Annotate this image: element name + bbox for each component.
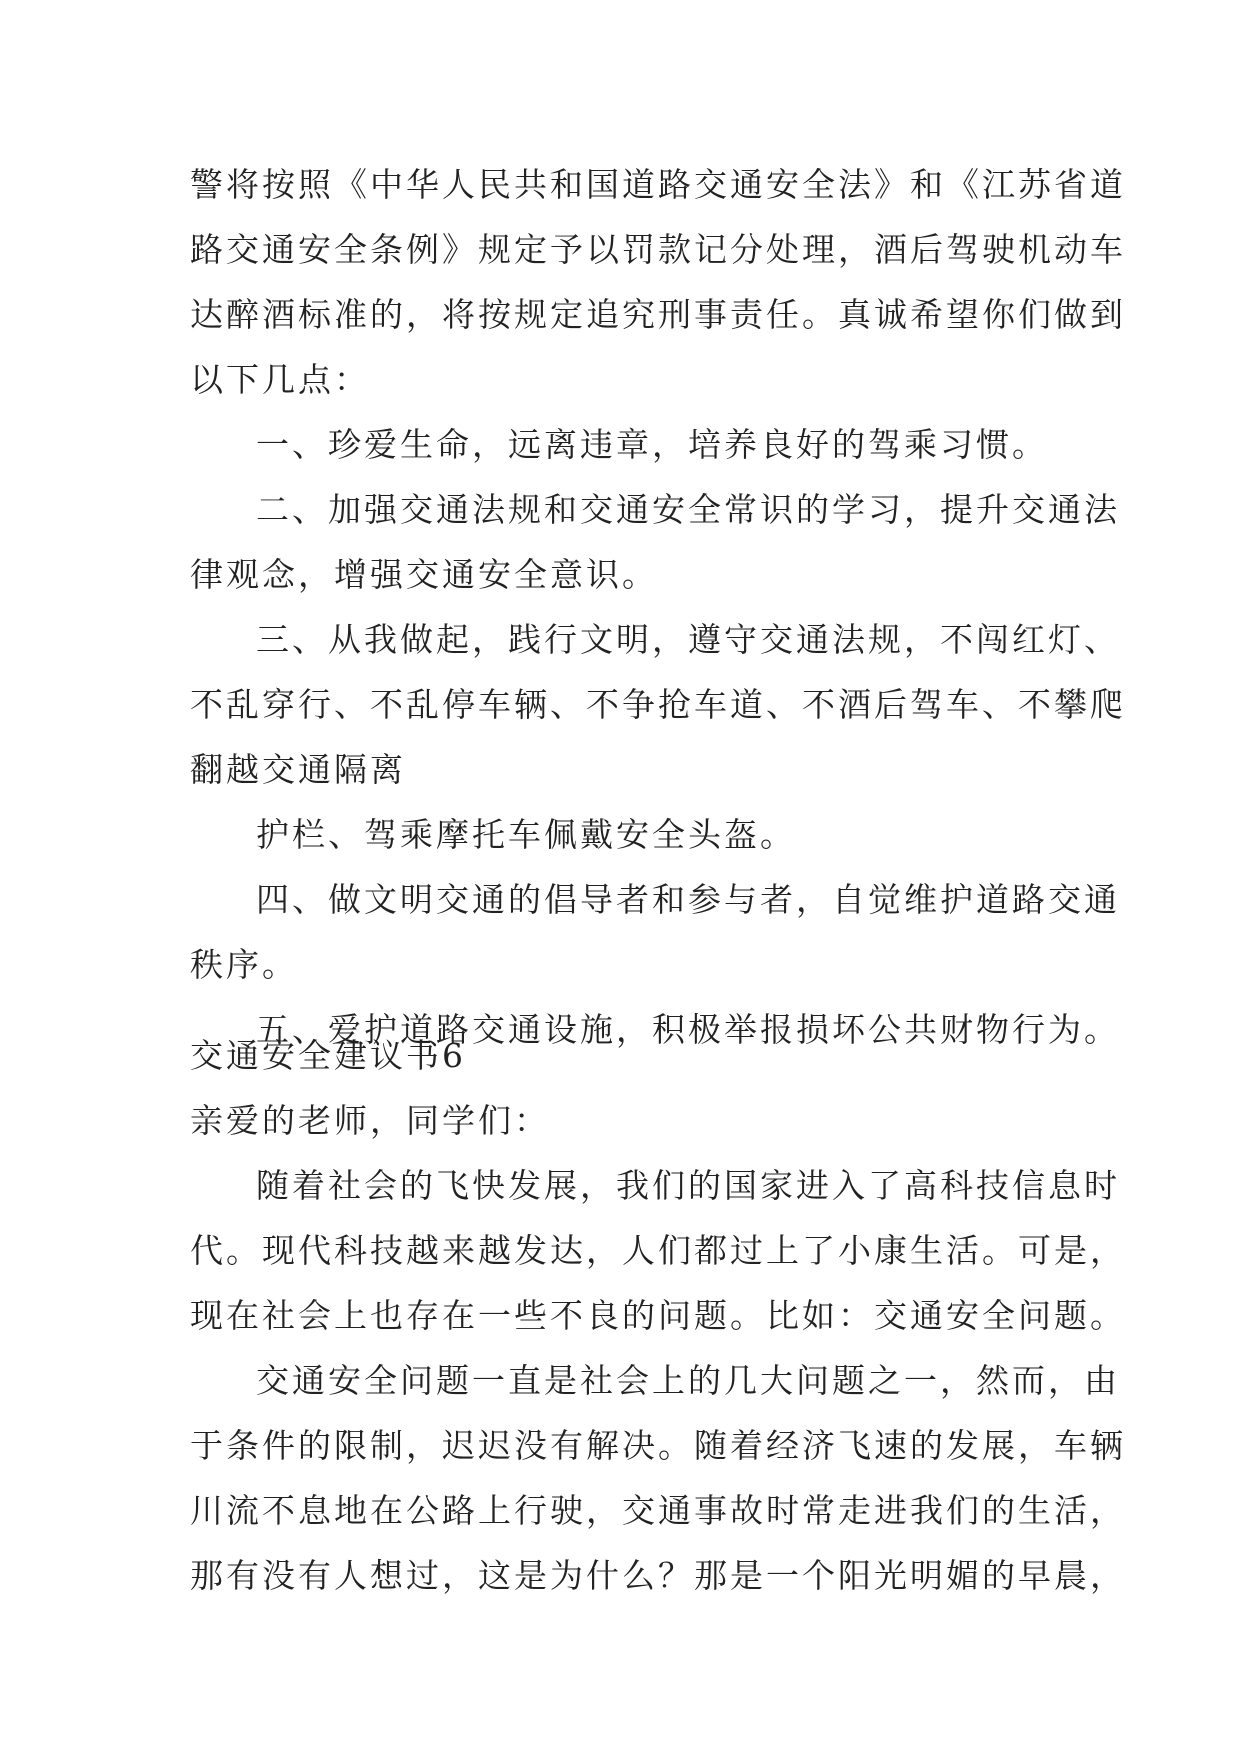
text-line: 不乱穿行、不乱停车辆、不争抢车道、不酒后驾车、不攀爬 xyxy=(190,685,1126,724)
paragraph-line: 于条件的限制，迟迟没有解决。随着经济飞速的发展，车辆 xyxy=(190,1426,1126,1465)
list-item-3: 三、从我做起，践行文明，遵守交通法规，不闯红灯、 xyxy=(256,620,1120,659)
text-line: 律观念，增强交通安全意识。 xyxy=(190,555,658,594)
paragraph-line: 交通安全问题一直是社会上的几大问题之一，然而，由 xyxy=(256,1361,1120,1400)
paragraph-line: 代。现代科技越来越发达，人们都过上了小康生活。可是， xyxy=(190,1231,1126,1270)
text-block-proposal-continuation xyxy=(190,152,1126,1062)
text-line: 路交通安全条例》规定予以罚款记分处理，酒后驾驶机动车 xyxy=(190,230,1126,269)
text-line: 以下几点： xyxy=(190,360,370,399)
list-item-2: 二、加强交通法规和交通安全常识的学习，提升交通法 xyxy=(256,490,1120,529)
text-line: 警将按照《中华人民共和国道路交通安全法》和《江苏省道 xyxy=(190,165,1126,204)
list-item-1: 一、珍爱生命，远离违章，培养良好的驾乘习惯。 xyxy=(256,425,1048,464)
text-line: 护栏、驾乘摩托车佩戴安全头盔。 xyxy=(256,815,796,854)
text-line: 秩序。 xyxy=(190,945,298,984)
text-block-proposal-6 xyxy=(190,1023,1126,1608)
salutation: 亲爱的老师，同学们： xyxy=(190,1101,550,1140)
paragraph-line: 那有没有人想过，这是为什么？那是一个阳光明媚的早晨， xyxy=(190,1556,1126,1595)
text-line: 达醉酒标准的，将按规定追究刑事责任。真诚希望你们做到 xyxy=(190,295,1126,334)
paragraph-line: 川流不息地在公路上行驶，交通事故时常走进我们的生活， xyxy=(190,1491,1126,1530)
list-item-4: 四、做文明交通的倡导者和参与者，自觉维护道路交通 xyxy=(256,880,1120,919)
paragraph-line: 随着社会的飞快发展，我们的国家进入了高科技信息时 xyxy=(256,1166,1120,1205)
section-title: 交通安全建议书6 xyxy=(190,1036,466,1075)
list-item-5: 五、爱护道路交通设施，积极举报损坏公共财物行为。 xyxy=(256,1010,1120,1049)
paragraph-line: 现在社会上也存在一些不良的问题。比如：交通安全问题。 xyxy=(190,1296,1126,1335)
text-line: 翻越交通隔离 xyxy=(190,750,406,789)
